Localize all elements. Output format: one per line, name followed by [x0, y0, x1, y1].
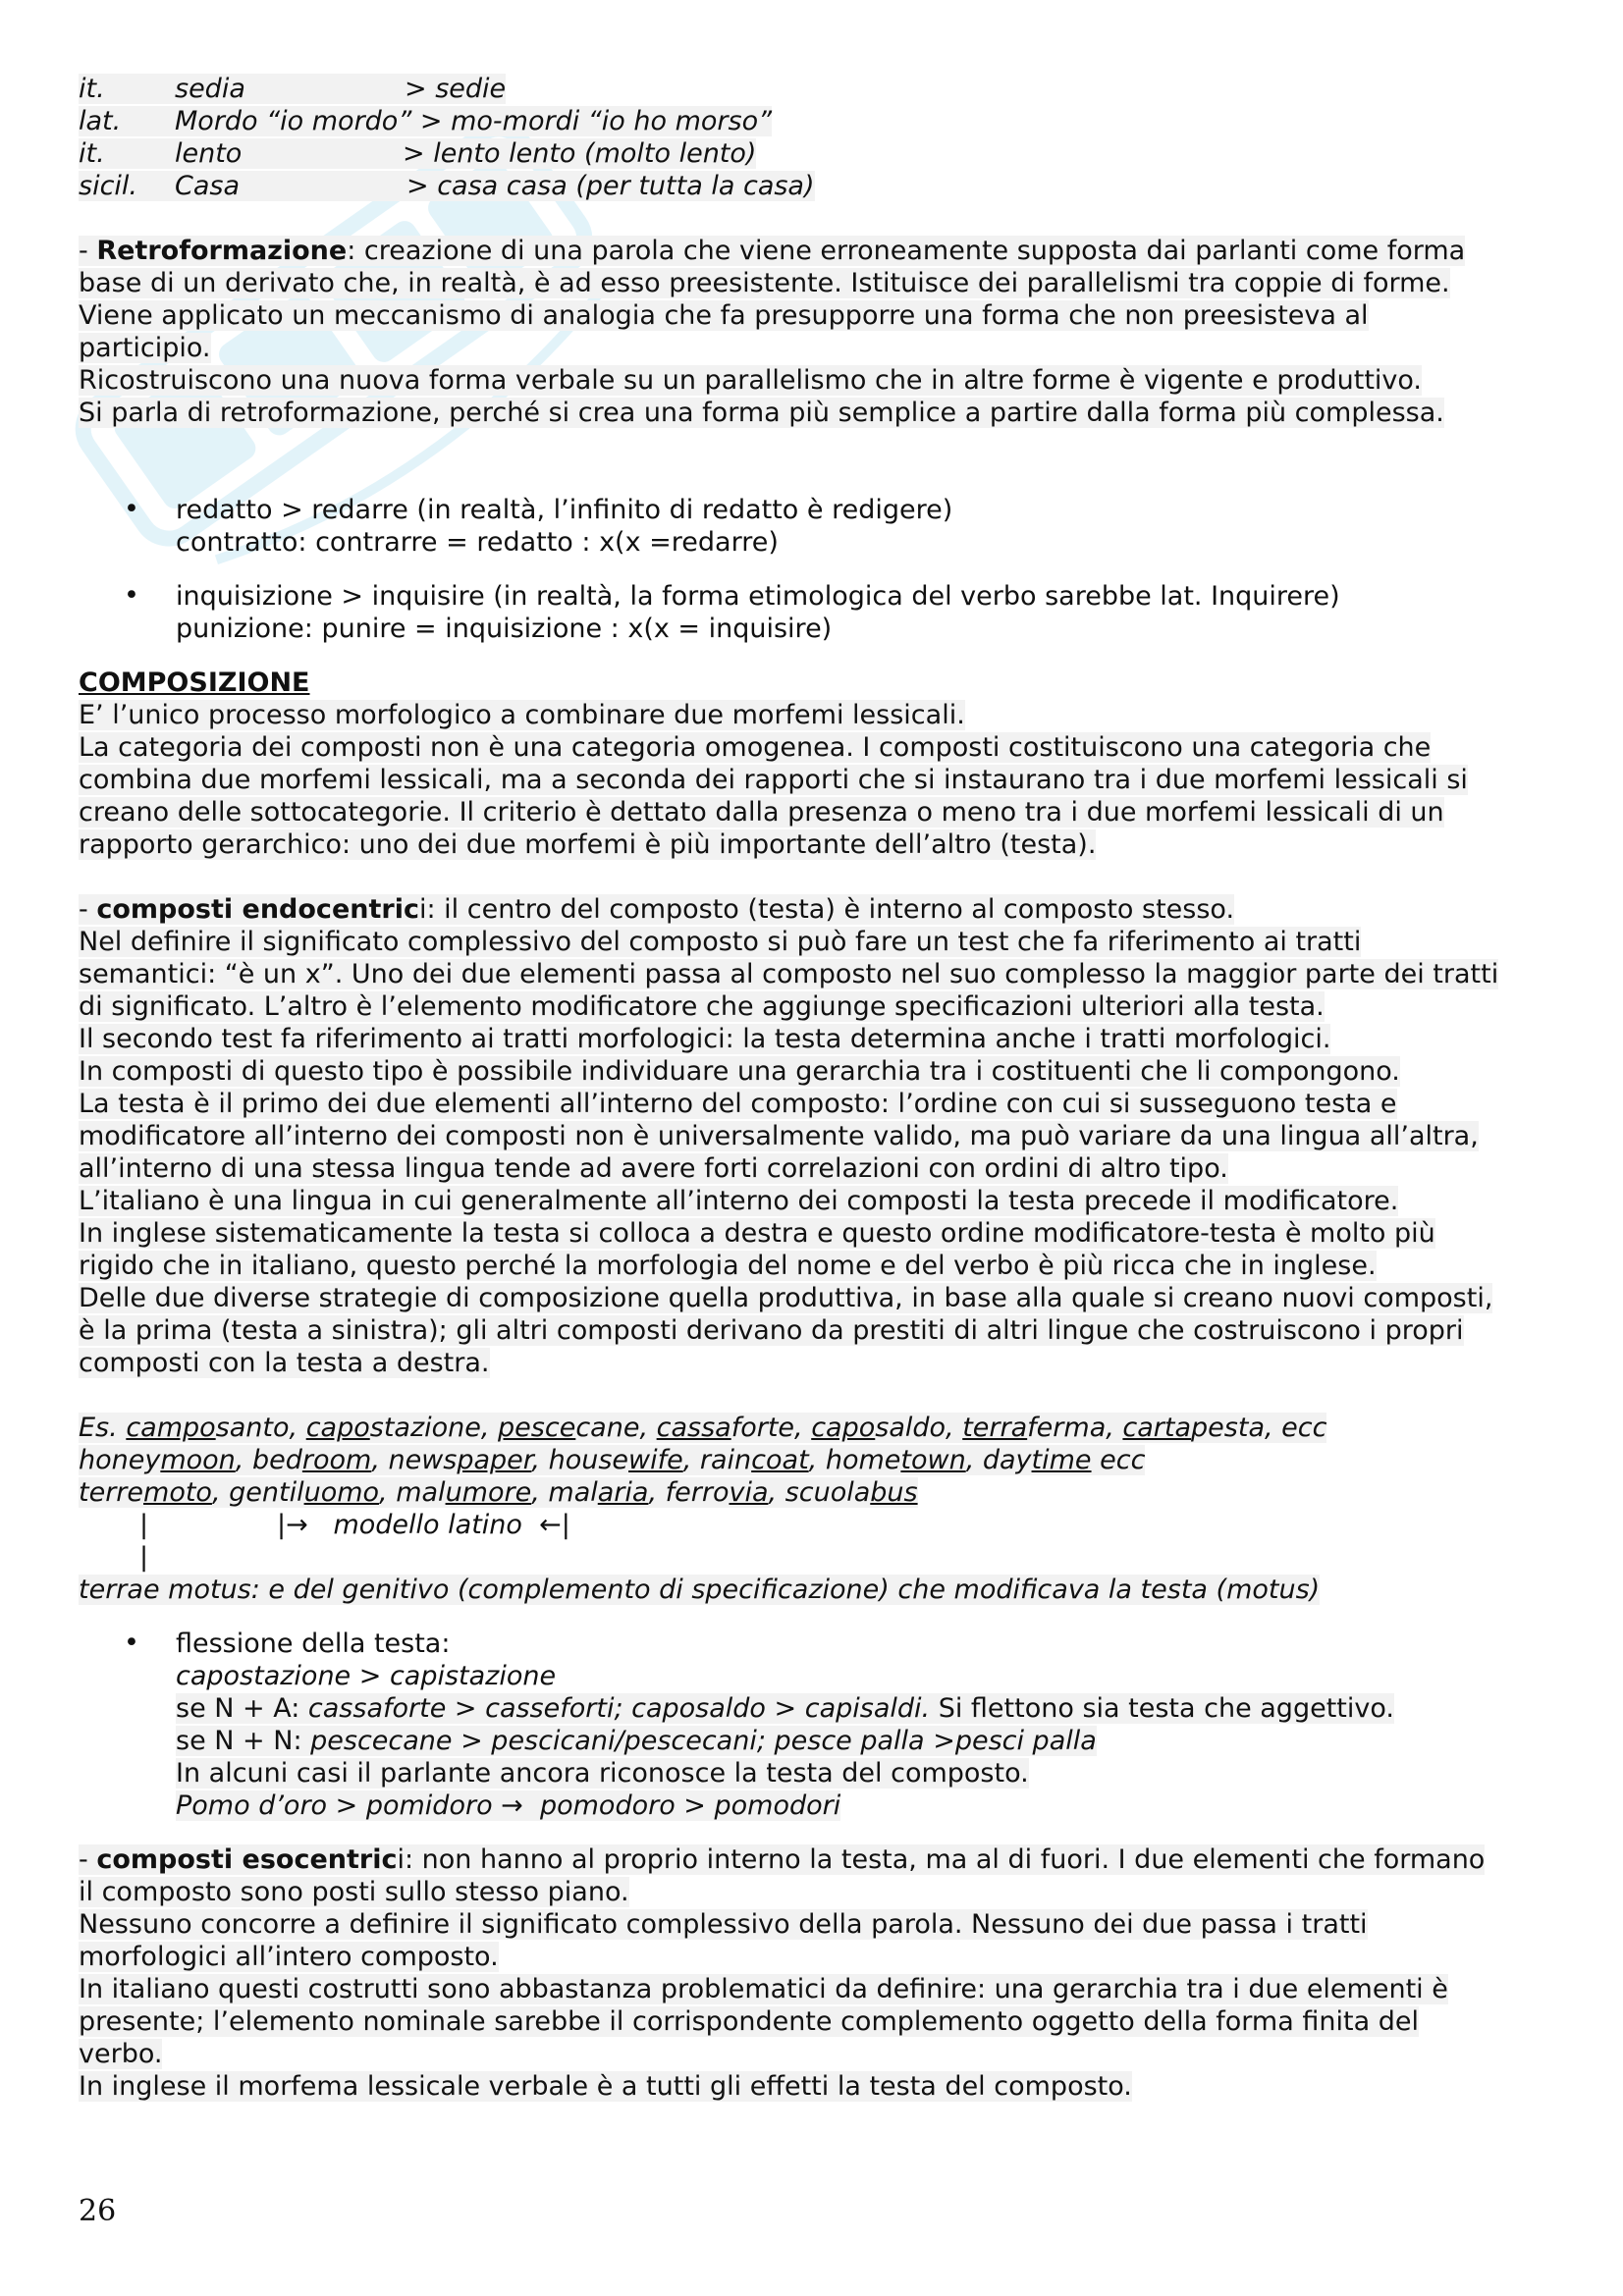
document-page — [79, 73, 1551, 2103]
retroformazione-section — [79, 235, 1551, 645]
compound-examples — [79, 1412, 1551, 1606]
retro-line: - Retroformazione: creazione di una parola che viene erroneamente supposta dai parlanti come forma — [79, 236, 1466, 266]
example-row-italian: Es. camposanto, capostazione, pescecane, cassaforte, caposaldo, terraferma, cartapesta, ecc — [79, 1413, 1327, 1443]
page-number: 26 — [79, 2194, 117, 2228]
retro-line: participio. — [79, 333, 211, 363]
example-row: sicil. Casa > casa casa (per tutta la casa) — [79, 171, 815, 201]
example-row-latin-model: terremoto, gentiluomo, malumore, malaria, ferrovia, scuolabus — [79, 1477, 918, 1508]
composizione-section: COMPOSIZIONE E’ l’unico processo morfologico a combinare due morfemi lessicali. La categoria dei composti non è una categoria omogenea. I composti costituiscono una categoria che combina due morfemi lessicali, ma a seconda dei rapporti che si instaurano tra i due morfemi lessicali si creano delle sottocategorie. Il criterio è dettato dalla presenza o meno tra i due morfemi lessicali di un rapporto gerarchico: uno dei due morfemi è più importante dell’altro (testa). — [79, 667, 1551, 861]
latin-note: terrae motus: e del genitivo (complemento di specificazione) che modificava la testa (motus) — [79, 1575, 1321, 1605]
endocentrici-section: - composti endocentrici: il centro del composto (testa) è interno al composto stesso. Nel definire il significato complessivo del composto si può fare un test che fa riferimento ai tratti semantici: “è un x”. Uno dei due elementi passa al composto nel suo complesso la maggior parte dei tratti di significato. L’altro è l’elemento modificatore che aggiunge specificazioni ulteriori alla testa. Il secondo test fa riferimento ai tratti morfologici: la testa determina anche i tratti morfologici. In composti di questo tipo è possibile individuare una gerarchia tra i costituenti che li compongono. La testa è il primo dei due elementi all’interno del composto: l’ordine con cui si susseguono testa e modificatore all’interno dei composti non è universalmente valido, ma può variare da una lingua all’altra, all’interno di una stessa lingua tende ad avere forti correlazioni con ordini di altro tipo. L’italiano è una lingua in cui generalmente all’interno dei composti la testa precede il modificatore. In inglese sistematicamente la testa si colloca a destra e questo ordine modificatore-testa è molto più rigido che in italiano, questo perché la morfologia del nome e del verbo è più ricca che in inglese. Delle due diverse strategie di composizione quella produttiva, in base alla quale si creano nuovi composti, è la prima (testa a sinistra); gli altri composti derivano da prestiti di altri lingue che costruiscono i propri composti con la testa a destra. — [79, 894, 1499, 1378]
retro-bullet: • redatto > redarre (in realtà, l’infinito di redatto è redigere) contratto: contrarre = redatto : x(x =redarre) — [124, 494, 953, 558]
eso-title: composti esocentric — [96, 1844, 398, 1875]
example-row-english: honeymoon, bedroom, newspaper, housewife, raincoat, hometown, daytime ecc — [79, 1445, 1146, 1475]
retro-line: Ricostruiscono una nuova forma verbale su un parallelismo che in altre forme è vigente e produttivo. — [79, 365, 1423, 396]
retro-line: Viene applicato un meccanismo di analogia che fa presupporre una forma che non preesisteva al — [79, 300, 1369, 331]
bullet-dot: • — [124, 580, 139, 611]
latin-model-arrow: | |→ modello latino ←| — [139, 1510, 570, 1540]
flessione-bullet: • flessione della testa: capostazione > capistazione se N + A: cassaforte > casseforti; caposaldo > capisaldi. Si flettono sia testa che aggettivo. se N + N: pescecane > pescicani/pescecani; pesce palla >pesci palla In alcuni casi il parlante ancora riconosce la testa del composto. Pomo d’oro > pomidoro → pomodoro > pomodori — [124, 1628, 1394, 1821]
example-row: lat. Mordo “io mordo” > mo-mordi “io ho morso” — [79, 106, 773, 136]
bullet-dot: • — [124, 494, 139, 524]
endo-title: composti endocentric — [96, 894, 419, 925]
example-row: it. lento > lento lento (molto lento) — [79, 138, 757, 169]
retro-bullet: • inquisizione > inquisire (in realtà, la forma etimologica del verbo sarebbe lat. Inquirere) punizione: punire = inquisizione : x(x = inquisire) — [124, 580, 1340, 644]
bullet-dot: • — [124, 1628, 139, 1658]
retro-line: base di un derivato che, in realtà, è ad esso preesistente. Istituisce dei parallelismi tra coppie di forme. — [79, 268, 1450, 298]
top-examples — [79, 73, 1551, 202]
latin-model-bar: | — [139, 1542, 149, 1573]
example-row: it. sedia > sedie — [79, 74, 507, 104]
esocentrici-section: - composti esocentrici: non hanno al proprio interno la testa, ma al di fuori. I due elementi che formano il composto sono posti sullo stesso piano. Nessuno concorre a definire il significato complessivo della parola. Nessuno dei due passa i tratti morfologici all’intero composto. In italiano questi costrutti sono abbastanza problematici da definire: una gerarchia tra i due elementi è presente; l’elemento nominale sarebbe il corrispondente complemento oggetto della forma finita del verbo. In inglese il morfema lessicale verbale è a tutti gli effetti la testa del composto. — [79, 1844, 1486, 2102]
section-heading: COMPOSIZIONE — [79, 667, 310, 698]
retro-line: Si parla di retroformazione, perché si crea una forma più semplice a partire dalla forma più complessa. — [79, 398, 1444, 428]
retro-title: Retroformazione — [96, 236, 348, 266]
